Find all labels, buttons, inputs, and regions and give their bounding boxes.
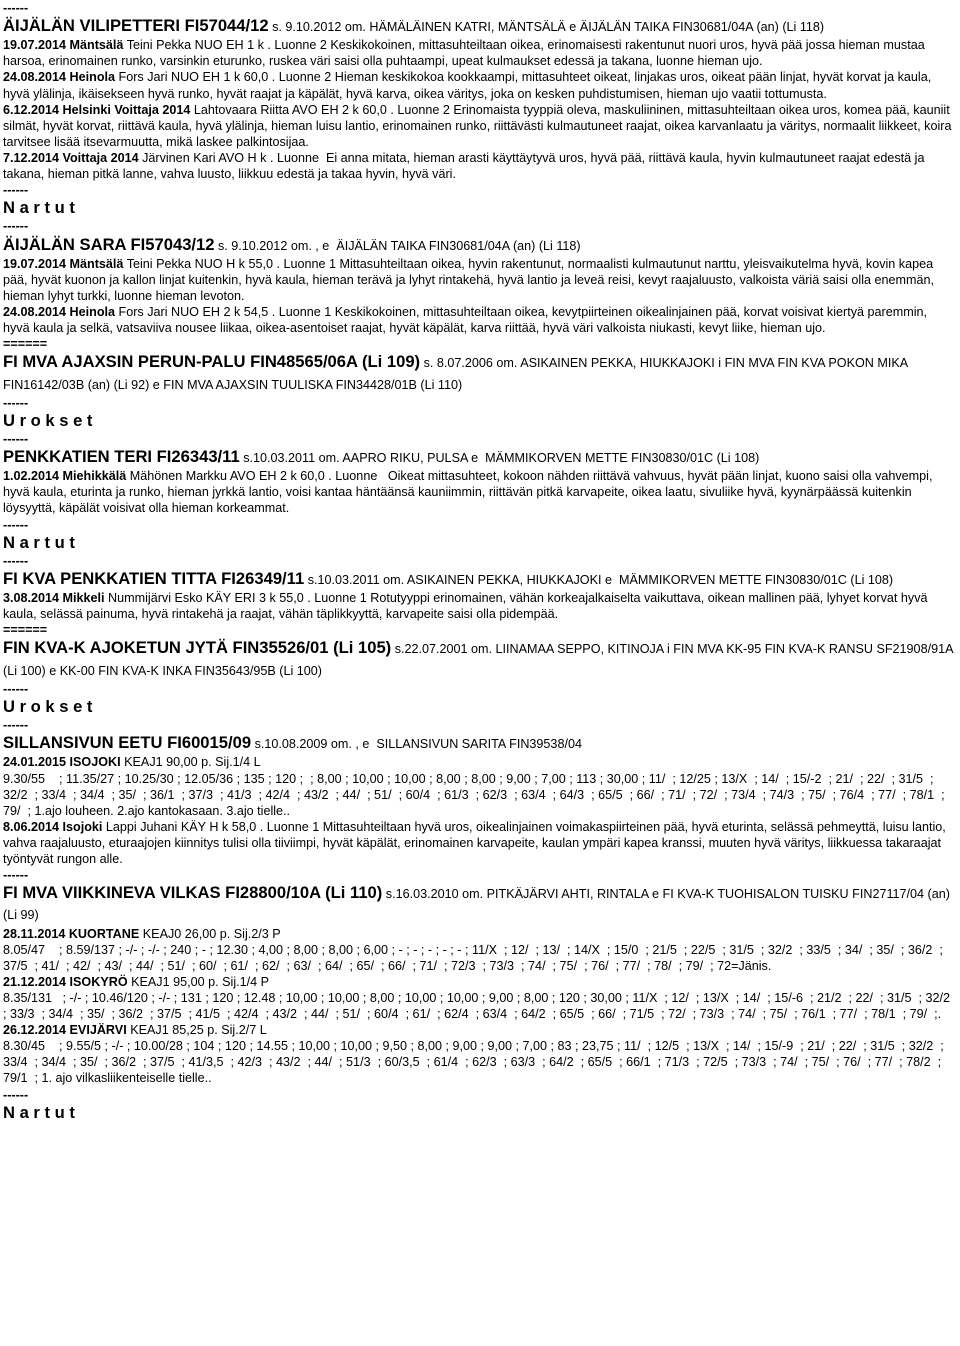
entry-date-place: 19.07.2014 Mäntsälä — [3, 256, 124, 271]
dog-details: s. 9.10.2012 om. , e ÄIJÄLÄN TAIKA FIN30681/04A (an) (Li 118) — [214, 238, 581, 253]
entry-date-place: 1.02.2014 Miehikkälä — [3, 469, 127, 484]
entry-text: Lahtovaara Riitta AVO EH 2 k 60,0 . Luonne 2 Erinomaista tyyppiä oleva, maskuliininen, mittasuhteiltaan oikea uros, komea pää, kauniit silmät, hyvät korvat, riittävä kaula, hyvä ylälinja, hieman luisu lantio, erinomainen runko, riittävästi kulmautuneet raajat, oikea karvanlaatu ja väritys, normaalit liikkeet, koira tarvitsee lisää itsevarmuutta, mikä laskee palkintosijaa. — [3, 102, 955, 149]
dog-heading — [3, 16, 953, 37]
entry-text: Lappi Juhani KÄY H k 58,0 . Luonne 1 Mittasuhteiltaan hyvä uros, oikealinjainen voimakaspiirteinen pää, hyvä eturinta, selässä pehmeyttä, luisu lantio, vahva raajaluusto, eturaajojen kiinnitys tulisi olla tiiviimpi, hyvät käpälät, erinomainen karvapeite, kaulan ympäri kapea kranssi, muuten hyvä väritys, liikkuessa takaraajat työntyvät rungon alle. — [3, 819, 950, 867]
result-entry — [3, 926, 953, 942]
entry-text: Järvinen Kari AVO H k . Luonne Ei anna mitata, hieman arasti käyttäytyvä uros, hyvä pää, riittävä kaula, hyvin kulmautuneet raajat edestä ja takana, hieman pitkä lanne, vahva luusto, liikkuu edestä ja takaa hyvin, hyvä väri. — [3, 150, 928, 182]
dog-name: FI MVA VIIKKINEVA VILKAS FI28800/10A (Li 110) — [3, 883, 383, 903]
result-entry — [3, 1022, 953, 1038]
dog-name: FIN KVA-K AJOKETUN JYTÄ FIN35526/01 (Li 105) — [3, 638, 392, 658]
result-entry — [3, 150, 953, 182]
entry-date-place: 19.07.2014 Mäntsälä — [3, 38, 124, 53]
dog-name: FI MVA AJAXSIN PERUN-PALU FIN48565/06A (Li 109) — [3, 352, 421, 372]
entry-date-place: 7.12.2014 Voittaja 2014 — [3, 150, 139, 165]
separator-line: ------ — [3, 219, 29, 234]
result-entry — [3, 69, 953, 101]
entry-text: KEAJ1 85,25 p. Sij.2/7 L — [126, 1023, 267, 1038]
separator-line: ====== — [3, 623, 48, 638]
dog-name: PENKKATIEN TERI FI26343/11 — [3, 447, 240, 467]
section-heading: U r o k s e t — [3, 410, 93, 430]
dog-heading — [3, 569, 953, 590]
entry-date-place: 28.11.2014 KUORTANE — [3, 926, 140, 941]
dog-heading — [3, 883, 953, 925]
dog-heading — [3, 352, 953, 394]
entry-text: Fors Jari NUO EH 2 k 54,5 . Luonne 1 Keskikokoinen, mittasuhteiltaan oikea, kevytpiirteinen oikealinjainen pää, korvat voisivat kiertyä paremmin, hyvä kaula ja selkä, vatsaviiva nousee liikaa, oikea-asentoiset raajat, hyvät käpälät, karva riittää, hyvä väri valkoista niukasti, kevyt liike, hieman ujo. — [3, 305, 931, 336]
score-line: 9.30/55 ; 11.35/27 ; 10.25/30 ; 12.05/36 ; 135 ; 120 ; ; 8,00 ; 10,00 ; 10,00 ; 8,00 ; 8,00 ; 9,00 ; 7,00 ; 113 ; 30,00 ; 11/ ; 12/25 ; 13/X ; 14/ ; 15/-2 ; 21/ ; 22/ ; 31/5 ; 32/2 ; 33/4 ; 34/4 ; 35/ ; 36/1 ; 37/3 ; 41/3 ; 42/4 ; 43/2 ; 44/ ; 51/ ; 60/4 ; 61/3 ; 62/3 ; 63/4 ; 64/3 ; 65/5 ; 66/ ; 71/ ; 72/ ; 73/4 ; 74/3 ; 75/ ; 76/4 ; 77/ ; 78/1 ; 79/ ; 1.ajo louheen. 2.ajo kantokasaan. 3.ajo tielle.. — [3, 771, 949, 818]
dog-details: s.10.03.2011 om. ASIKAINEN PEKKA, HIUKKAJOKI e MÄMMIKORVEN METTE FIN30830/01C (Li 108) — [304, 572, 894, 587]
separator-line: ====== — [3, 337, 48, 352]
separator-line: ------ — [3, 1, 29, 15]
separator-line: ------ — [3, 681, 29, 696]
separator-line: ------ — [3, 395, 29, 410]
entry-text: KEAJ1 95,00 p. Sij.1/4 P — [127, 974, 270, 989]
entry-text: Teini Pekka NUO H k 55,0 . Luonne 1 Mittasuhteiltaan oikea, hyvin rakentunut, normaalisti kulmautunut narttu, yleisvaikutelma hyvä, kovin kapea pää, hyvät kuonon ja kallon linjat kuitenkin, hyvä kaula, hieman terävä ja lyhyt rintakehä, hyvä lantio ja leveä reisi, kevyt raajaluusto, valkoista väriä saisi olla enemmän, hieman lyhyt turkki, luonne hieman levoton. — [3, 256, 938, 303]
entry-date-place: 24.08.2014 Heinola — [3, 305, 116, 320]
separator-line: ------ — [3, 553, 29, 568]
result-entry — [3, 974, 953, 990]
dog-details: s. 8.07.2006 om. ASIKAINEN PEKKA, HIUKKAJOKI i FIN MVA FIN KVA POKON MIKA FIN16142/03B (an) (Li 92) e FIN MVA AJAXSIN TUULISKA FIN34428/01B (Li 110) — [3, 356, 911, 392]
separator-line: ------ — [3, 868, 29, 883]
result-entry — [3, 256, 953, 304]
entry-date-place: 6.12.2014 Helsinki Voittaja 2014 — [3, 102, 191, 117]
dog-name: ÄIJÄLÄN VILIPETTERI FI57044/12 — [3, 16, 269, 36]
entry-date-place: 3.08.2014 Mikkeli — [3, 591, 105, 606]
entry-date-place: 24.08.2014 Heinola — [3, 70, 116, 85]
result-entry — [3, 102, 953, 150]
separator-line: ------ — [3, 432, 29, 446]
entry-date-place: 21.12.2014 ISOKYRÖ — [3, 974, 128, 989]
dog-heading — [3, 447, 953, 468]
score-line: 8.30/45 ; 9.55/5 ; -/- ; 10.00/28 ; 104 ; 120 ; 14.55 ; 10,00 ; 10,00 ; 9,50 ; 8,00 ; 9,00 ; 9,00 ; 7,00 ; 83 ; 23,75 ; 11/ ; 12/5 ; 13/X ; 14/ ; 15/-9 ; 21/ ; 22/ ; 31/5 ; 32/2 ; 33/4 ; 34/4 ; 35/ ; 36/2 ; 37/5 ; 41/3,5 ; 42/3 ; 43/2 ; 44/ ; 51/3 ; 60/3,5 ; 61/4 ; 62/3 ; 63/3 ; 64/2 ; 65/5 ; 66/1 ; 71/3 ; 72/5 ; 73/3 ; 74/ ; 75/ ; 76/ ; 77/ ; 78/2 ; 79/1 ; 1. ajo vilkasliikenteiselle tielle.. — [3, 1039, 948, 1086]
dog-heading — [3, 638, 957, 680]
result-entry — [3, 37, 953, 69]
entry-text: Teini Pekka NUO EH 1 k . Luonne 2 Keskikokoinen, mittasuhteiltaan oikea, erinomaisesti rakentunut nuori uros, hyvä pää jossa hieman mustaa harsoa, erinomainen runko, varsinkin eturunko, ruskea väri saisi olla puhtaampi, upeat kulmaukset edessä ja takana, luonne hieman ujo. — [3, 38, 929, 69]
dog-heading — [3, 733, 953, 754]
section-heading: N a r t u t — [3, 1102, 75, 1122]
entry-date-place: 26.12.2014 EVIJÄRVI — [3, 1023, 127, 1038]
separator-line: ------ — [3, 517, 29, 532]
section-heading: N a r t u t — [3, 532, 75, 552]
dog-details: s.10.08.2009 om. , e SILLANSIVUN SARITA FIN39538/04 — [251, 737, 582, 752]
dog-details: s. 9.10.2012 om. HÄMÄLÄINEN KATRI, MÄNTSÄLÄ e ÄIJÄLÄN TAIKA FIN30681/04A (an) (Li 118) — [268, 20, 825, 35]
entry-date-place: 24.01.2015 ISOJOKI — [3, 755, 121, 770]
separator-line: ------ — [3, 1087, 29, 1102]
section-heading: N a r t u t — [3, 198, 75, 218]
dog-name: ÄIJÄLÄN SARA FI57043/12 — [3, 234, 215, 254]
dog-details: s.10.03.2011 om. AAPRO RIKU, PULSA e MÄMMIKORVEN METTE FIN30830/01C (Li 108) — [239, 451, 760, 466]
dog-name: SILLANSIVUN EETU FI60015/09 — [3, 733, 252, 753]
dog-details: s.16.03.2010 om. PITKÄJÄRVI AHTI, RINTALA e FI KVA-K TUOHISALON TUISKU FIN27117/04 (an) (Li 99) — [3, 887, 954, 923]
dog-details: s.22.07.2001 om. LIINAMAA SEPPO, KITINOJA i FIN MVA KK-95 FIN KVA-K RANSU SF21908/91A (Li 100) e KK-00 FIN KVA-K INKA FIN35643/95B (Li 100) — [3, 642, 957, 678]
result-entry — [3, 819, 953, 867]
score-line: 8.05/47 ; 8.59/137 ; -/- ; -/- ; 240 ; - ; 12.30 ; 4,00 ; 8,00 ; 8,00 ; 6,00 ; - ; - ; - ; - ; - ; 11/X ; 12/ ; 13/ ; 14/X ; 15/0 ; 21/5 ; 22/5 ; 31/5 ; 32/2 ; 33/5 ; 34/ ; 35/ ; 36/2 ; 37/5 ; 41/ ; 42/ ; 43/ ; 44/ ; 51/ ; 60/ ; 61/ ; 62/ ; 63/ ; 64/ ; 65/ ; 66/ ; 71/ ; 72/3 ; 73/3 ; 74/ ; 75/ ; 76/ ; 77/ ; 78/ ; 79/ ; 72=Jänis. — [3, 942, 947, 973]
dog-name: FI KVA PENKKATIEN TITTA FI26349/11 — [3, 568, 305, 588]
score-line: 8.35/131 ; -/- ; 10.46/120 ; -/- ; 131 ; 120 ; 12.48 ; 10,00 ; 10,00 ; 8,00 ; 10,00 ; 10,00 ; 9,00 ; 8,00 ; 120 ; 30,00 ; 11/X ; 12/ ; 13/X ; 14/ ; 15/-6 ; 21/2 ; 22/ ; 31/5 ; 32/2 ; 33/3 ; 34/4 ; 35/ ; 36/2 ; 37/5 ; 41/5 ; 42/4 ; 43/2 ; 44/ ; 51/ ; 60/4 ; 61/ ; 62/4 ; 63/4 ; 64/2 ; 65/5 ; 66/ ; 71/5 ; 72/ ; 73/3 ; 74/ ; 75/ ; 76/1 ; 77/ ; 78/1 ; 79/ ;. — [3, 990, 958, 1022]
separator-line: ------ — [3, 718, 29, 733]
section-heading: U r o k s e t — [3, 696, 93, 716]
entry-text: KEAJ1 90,00 p. Sij.1/4 L — [120, 755, 261, 770]
entry-text: Nummijärvi Esko KÄY ERI 3 k 55,0 . Luonne 1 Rotutyyppi erinomainen, vähän korkeajalkaiselta vaikuttava, oikean mallinen pää, lyhyet korvat hyvä kaula, selässä painuma, hyvä rintakehä ja raajat, vähän täplikkyyttä, karvapeite saisi olla pidempää. — [3, 591, 932, 622]
result-entry — [3, 468, 953, 516]
entry-text: Fors Jari NUO EH 1 k 60,0 . Luonne 2 Hieman keskikokoa kookkaampi, mittasuhteet oikeat, linjakas uros, oikeat pään linjat, hyvät korvat ja kaula, hyvä ylälinja, ikäisekseen hyvä runko, hyvät raajat ja käpälät, hyvä karva, oikea väritys, joka on kesken puhdistumisen, hieman ujo vaatii tottumusta. — [3, 70, 935, 101]
entry-text: Mähönen Markku AVO EH 2 k 60,0 . Luonne Oikeat mittasuhteet, kokoon nähden riittävä vahvuus, hyvät pään linjat, kuono saisi olla vahvempi, hyvä kaula, eturinta ja runko, hieman jyrkkä lantio, voisi kantaa häntäänsä kauniimmin, riittävän pitkä karvapeite, oikea laatu, sivuliike hyvä, kyynärpäässä kuitenkin löysyyttä, käpälät voisivat olla hieman korkeammat. — [3, 469, 936, 516]
result-entry — [3, 590, 953, 622]
result-entry — [3, 304, 953, 336]
entry-date-place: 8.06.2014 Isojoki — [3, 819, 103, 834]
entry-text: KEAJ0 26,00 p. Sij.2/3 P — [139, 926, 281, 941]
result-entry — [3, 754, 953, 770]
dog-heading — [3, 235, 953, 256]
separator-line: ------ — [3, 183, 29, 198]
